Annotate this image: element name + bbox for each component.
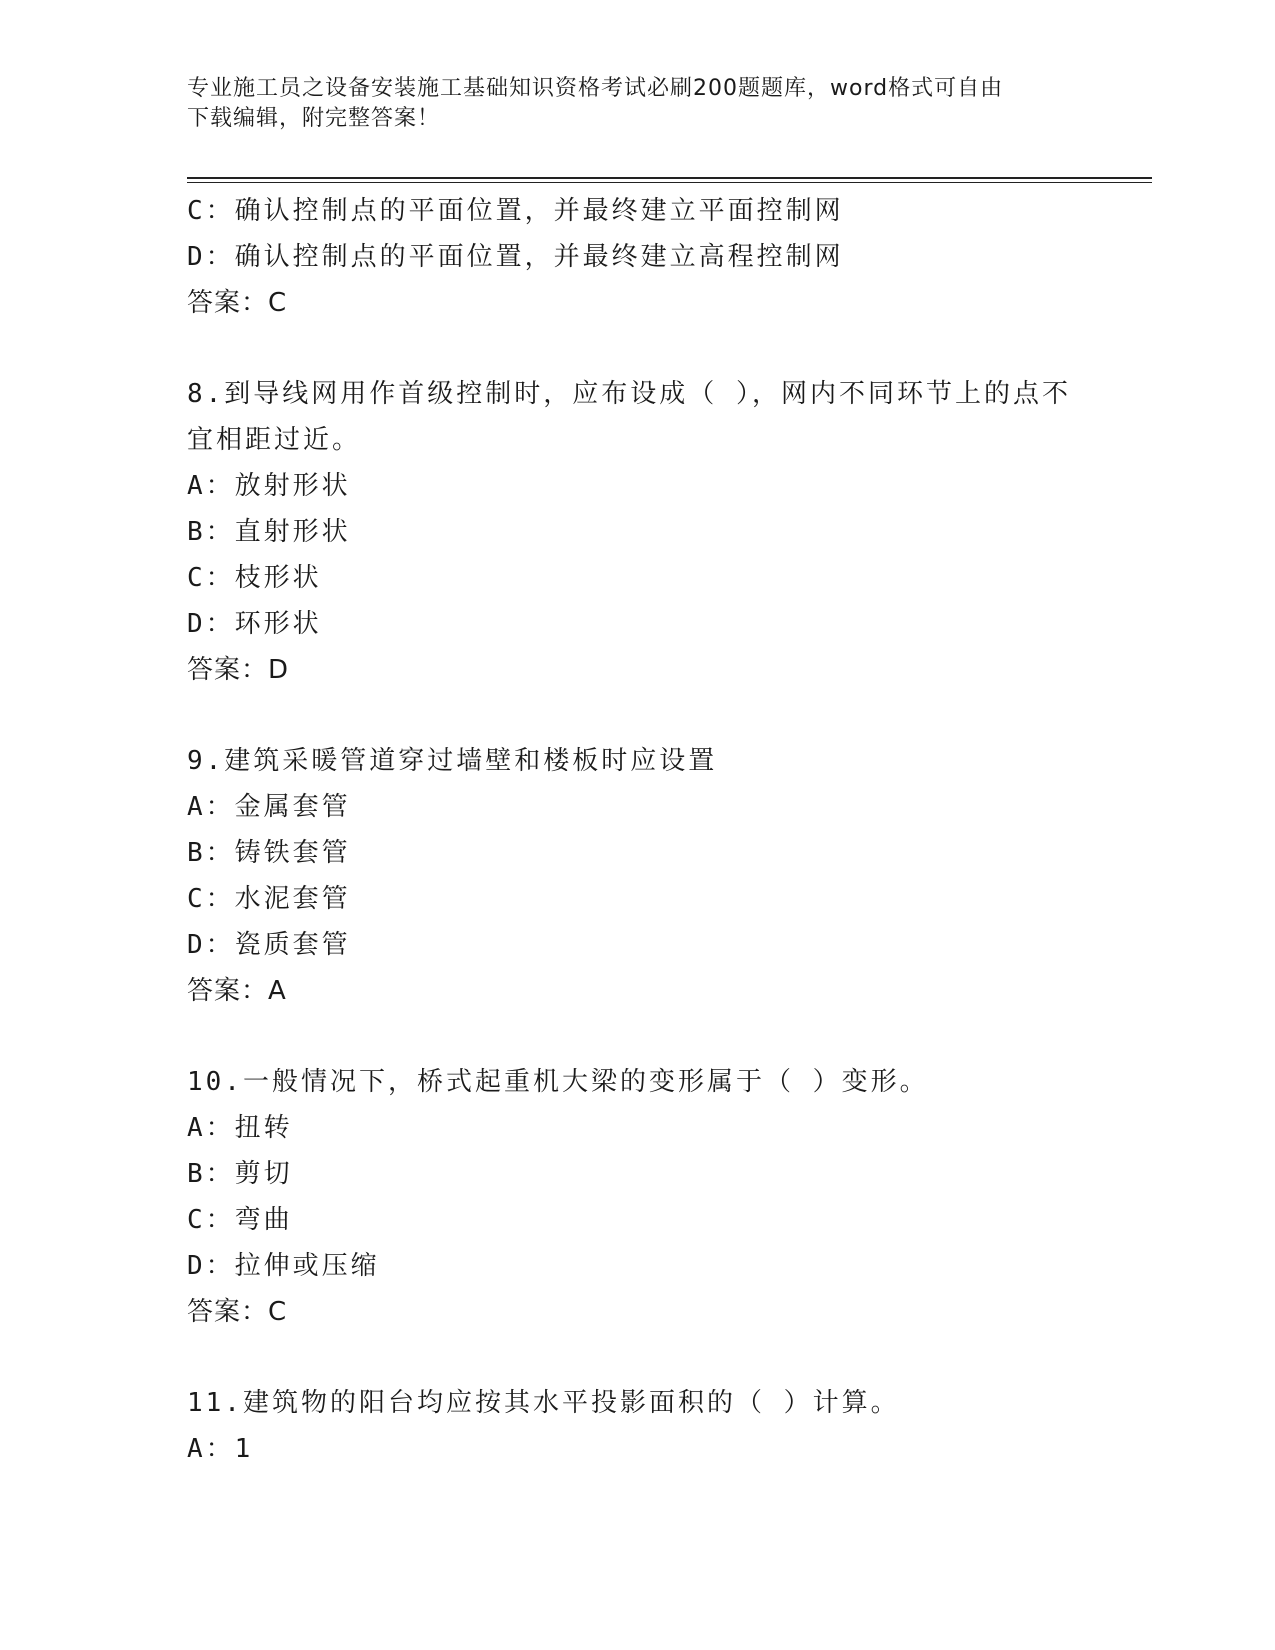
spacer xyxy=(187,1014,1087,1059)
question-8 xyxy=(187,371,1087,693)
question-stem: 8.到导线网用作首级控制时，应布设成（ ），网内不同环节上的点不 xyxy=(187,379,1071,409)
header-line-2: 下载编辑，附完整答案！ xyxy=(187,106,441,131)
option-d: D：环形状 xyxy=(187,609,322,639)
option-c: C：确认控制点的平面位置，并最终建立平面控制网 xyxy=(187,196,844,226)
option-b: B：剪切 xyxy=(187,1159,293,1189)
option-c: C：弯曲 xyxy=(187,1205,293,1235)
option-c: C：枝形状 xyxy=(187,563,322,593)
question-9 xyxy=(187,738,1087,1014)
option-d: D：确认控制点的平面位置，并最终建立高程控制网 xyxy=(187,242,844,272)
header-line-1: 专业施工员之设备安装施工基础知识资格考试必刷200题题库，word格式可自由 xyxy=(187,76,1004,101)
option-d: D：拉伸或压缩 xyxy=(187,1251,380,1281)
header-divider-thin xyxy=(187,182,1152,183)
question-stem: 10.一般情况下，桥式起重机大梁的变形属于（ ）变形。 xyxy=(187,1067,929,1097)
document-header xyxy=(187,74,1067,134)
option-a: A：金属套管 xyxy=(187,792,351,822)
question-list xyxy=(187,188,1087,1472)
option-a: A：扭转 xyxy=(187,1113,293,1143)
answer-line: 答案：A xyxy=(187,976,287,1006)
option-a: A：1 xyxy=(187,1434,254,1464)
answer-line: 答案：D xyxy=(187,655,290,685)
answer-line: 答案：C xyxy=(187,288,288,318)
answer-line: 答案：C xyxy=(187,1297,288,1327)
spacer xyxy=(187,326,1087,371)
option-a: A：放射形状 xyxy=(187,471,351,501)
spacer xyxy=(187,693,1087,738)
option-b: B：铸铁套管 xyxy=(187,838,351,868)
question-10 xyxy=(187,1059,1087,1335)
option-b: B：直射形状 xyxy=(187,517,351,547)
option-d: D：瓷质套管 xyxy=(187,930,351,960)
header-divider-thick xyxy=(187,177,1152,179)
spacer xyxy=(187,1335,1087,1380)
question-stem: 11.建筑物的阳台均应按其水平投影面积的（ ）计算。 xyxy=(187,1388,900,1418)
question-stem: 9.建筑采暖管道穿过墙壁和楼板时应设置 xyxy=(187,746,718,776)
question-stem-continued: 宜相距过近。 xyxy=(187,425,362,455)
question-11 xyxy=(187,1380,1087,1472)
option-c: C：水泥套管 xyxy=(187,884,351,914)
carryover-question xyxy=(187,188,1087,326)
